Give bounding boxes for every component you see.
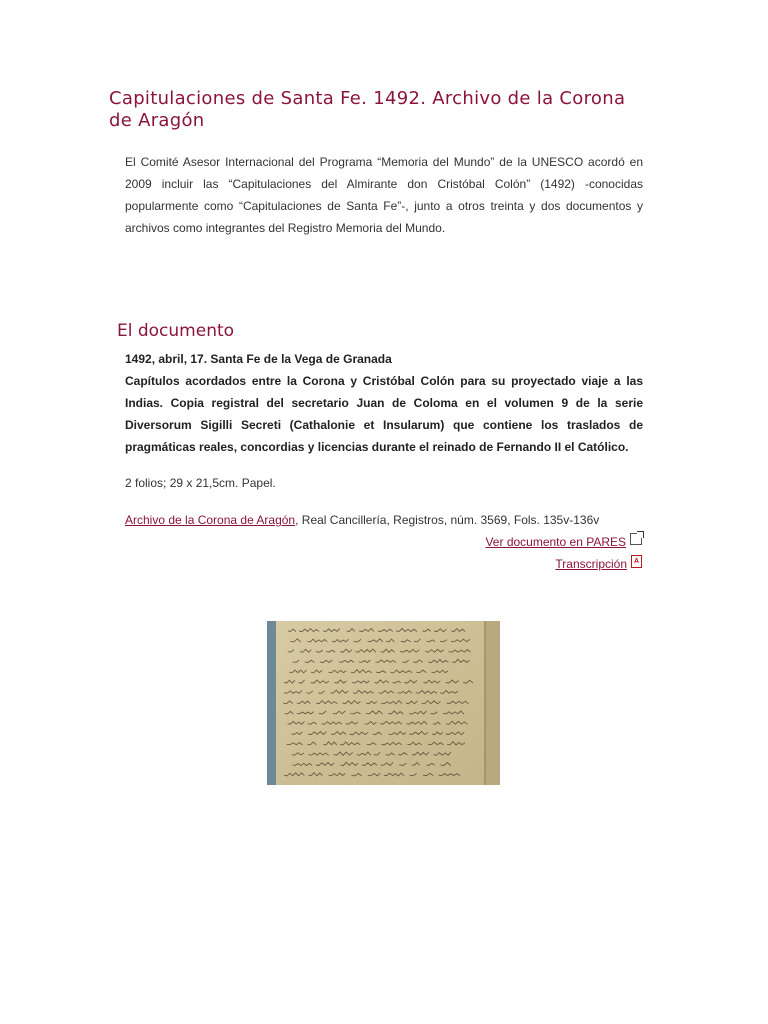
- external-link-icon[interactable]: [630, 533, 642, 545]
- document-description: [125, 348, 643, 458]
- document-summary: Capítulos acordados entre la Corona y Cristóbal Colón para su proyectado viaje a las Indias. Copia registral del secretario Juan de Coloma en el volumen 9 de la serie Diversorum Sigilli Secreti (Cathalonie et Insularum) que contiene los traslados de pragmáticas reales, concordias y licencias durante el reinado de Fernando II el Católico.: [125, 374, 643, 454]
- page-title: Capitulaciones de Santa Fe. 1492. Archivo de la Corona de Aragón: [109, 88, 626, 131]
- transcription-link[interactable]: Transcripción: [555, 557, 627, 571]
- archive-link[interactable]: Archivo de la Corona de Aragón: [125, 513, 296, 527]
- section-heading-document: El documento: [117, 321, 235, 341]
- pares-link-row: [485, 532, 642, 552]
- document-physical-description: 2 folios; 29 x 21,5cm. Papel.: [125, 476, 276, 490]
- intro-paragraph: El Comité Asesor Internacional del Programa “Memoria del Mundo” de la UNESCO acordó en 2009 incluir las “Capitulaciones del Almirante don Cristóbal Colón” (1492) -conocidas popularmente como “Capitulaciones de Santa Fe”-, junto a otros treinta y dos documentos y archivos como integrantes del Registro Memoria del Mundo.: [125, 155, 643, 235]
- manuscript-image-drawing: [267, 621, 500, 785]
- document-date-place: 1492, abril, 17. Santa Fe de la Vega de Granada: [125, 352, 392, 366]
- pdf-icon[interactable]: A: [631, 555, 642, 568]
- transcription-link-row: [555, 554, 642, 574]
- pares-link[interactable]: Ver documento en PARES: [485, 535, 626, 549]
- source-reference: , Real Cancillería, Registros, núm. 3569, Fols. 135v-136v: [295, 513, 600, 527]
- manuscript-image: [267, 621, 500, 785]
- document-source: [125, 509, 599, 531]
